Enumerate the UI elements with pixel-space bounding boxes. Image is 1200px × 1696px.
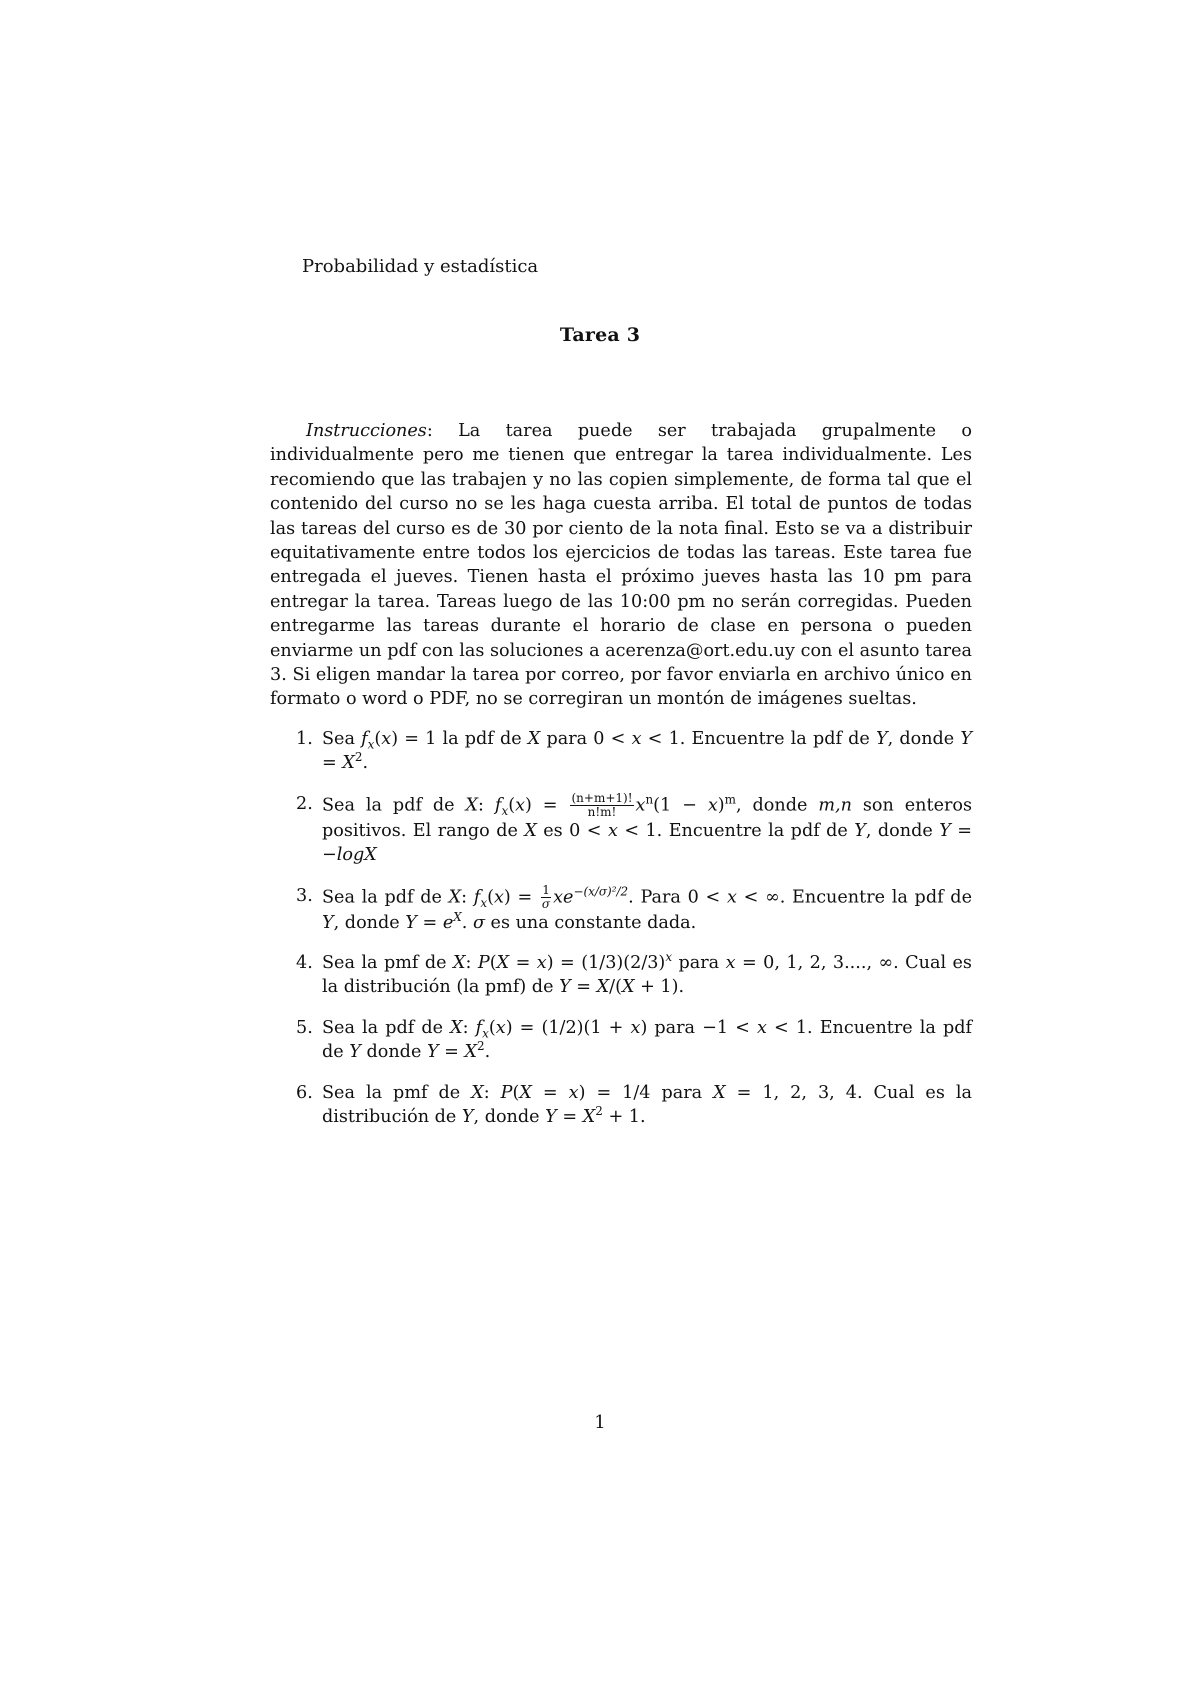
text: para 0 < bbox=[540, 729, 632, 749]
fraction bbox=[541, 884, 551, 911]
math: X bbox=[621, 977, 635, 998]
text: Sea la pmf de bbox=[322, 953, 453, 974]
math: Y bbox=[875, 729, 888, 749]
math: x bbox=[630, 1017, 641, 1038]
text: /( bbox=[609, 977, 622, 998]
text: = 0, 1, 2, 3...., ∞. Cual es la distribución (la pmf) de bbox=[322, 953, 972, 998]
math: X bbox=[519, 1082, 532, 1103]
fraction-denominator: n!m! bbox=[587, 804, 617, 819]
math: x bbox=[493, 887, 504, 908]
math-subscript: x bbox=[480, 895, 488, 910]
math: X bbox=[342, 753, 355, 774]
math: X bbox=[713, 1082, 726, 1103]
math-superscript: n bbox=[645, 792, 654, 807]
text: + 1). bbox=[634, 977, 685, 998]
math: x bbox=[568, 1082, 579, 1103]
math: x bbox=[756, 1017, 767, 1038]
instructions-label: Instrucciones bbox=[306, 421, 427, 441]
math: x bbox=[381, 729, 392, 749]
course-name: Probabilidad y estadística bbox=[302, 256, 539, 277]
math: Y bbox=[405, 912, 417, 933]
text: : bbox=[478, 795, 495, 816]
math: X bbox=[471, 1082, 484, 1103]
page-number: 1 bbox=[594, 1412, 606, 1433]
math-subscript: x bbox=[367, 737, 375, 752]
text: Sea bbox=[322, 729, 362, 749]
math: X bbox=[596, 977, 610, 998]
text: , donde bbox=[865, 820, 940, 841]
math: X bbox=[448, 887, 462, 908]
text: ) = (1/3)(2/3) bbox=[546, 953, 666, 974]
math: x bbox=[707, 795, 718, 816]
fraction-numerator: 1 bbox=[542, 882, 550, 897]
text: = bbox=[531, 1082, 569, 1103]
math: f bbox=[475, 1017, 483, 1038]
text: . bbox=[362, 753, 369, 774]
text: < ∞. Encuentre la pdf de bbox=[736, 887, 972, 908]
math: Y bbox=[461, 1107, 474, 1128]
text: : bbox=[462, 1017, 476, 1038]
math: x bbox=[515, 795, 525, 816]
math: X bbox=[464, 1042, 478, 1063]
math: Y bbox=[426, 1042, 439, 1063]
text: + 1. bbox=[602, 1107, 646, 1128]
text: , donde bbox=[887, 729, 961, 749]
math: x bbox=[631, 729, 642, 749]
text: = bbox=[322, 753, 343, 774]
text: = bbox=[416, 912, 443, 933]
text: = bbox=[556, 1107, 583, 1128]
text: donde bbox=[360, 1042, 427, 1063]
exercise-item bbox=[270, 1016, 972, 1065]
math: f bbox=[494, 795, 502, 816]
math: xe bbox=[553, 887, 574, 908]
math: Y bbox=[349, 1042, 361, 1063]
text: , donde bbox=[736, 795, 819, 816]
math-superscript: −(x/σ)²/2 bbox=[573, 884, 629, 899]
text: . bbox=[484, 1042, 491, 1063]
text: , donde bbox=[473, 1107, 546, 1128]
text: ( bbox=[374, 729, 382, 749]
exercise-number: 2. bbox=[296, 793, 313, 814]
exercise-number: 6. bbox=[296, 1082, 313, 1103]
exercise-number: 4. bbox=[296, 953, 313, 974]
text: = 1, 2, 3, 4. Cual es la distribución de bbox=[322, 1082, 972, 1128]
math: X bbox=[496, 953, 510, 974]
math-superscript: x bbox=[665, 950, 673, 965]
math: x bbox=[635, 795, 646, 816]
text: ( bbox=[487, 887, 494, 908]
math-superscript: 2 bbox=[595, 1104, 603, 1119]
text: para bbox=[672, 953, 726, 974]
text: = bbox=[438, 1042, 465, 1063]
text: es 0 < bbox=[536, 820, 608, 841]
math: Y bbox=[559, 977, 571, 998]
text: . bbox=[461, 912, 473, 933]
assignment-title: Tarea 3 bbox=[559, 324, 641, 346]
math: f bbox=[473, 887, 481, 908]
text: (1 − bbox=[653, 795, 708, 816]
text: ) para −1 < bbox=[640, 1017, 757, 1038]
math: X bbox=[450, 1017, 463, 1038]
text: ) = (1/2)(1 + bbox=[505, 1017, 631, 1038]
text: , donde bbox=[333, 912, 406, 933]
math: x bbox=[725, 953, 736, 974]
math: P bbox=[500, 1082, 513, 1103]
text: = bbox=[570, 977, 597, 998]
math: X bbox=[524, 820, 537, 841]
math: f bbox=[361, 729, 368, 749]
math-subscript: x bbox=[501, 803, 509, 818]
math: logX bbox=[336, 845, 377, 866]
exercise-item bbox=[270, 884, 972, 935]
exercise-number: 1. bbox=[296, 729, 313, 749]
math: m,n bbox=[818, 795, 852, 816]
text: son enteros positivos. El rango de bbox=[322, 795, 973, 841]
math: X bbox=[527, 729, 541, 749]
instructions-text: : La tarea puede ser trabajada grupalmente o individualmente pero me tienen que entregar la tarea individualmente. Les recomiendo que las trabajen y no las copien simplemente, de forma tal que el contenido del curso no se les haga cuesta arriba. El total de puntos de todas las tareas del curso es de 30 por ciento de la nota final. Esto se va a distribuir equitativamente entre todos los ejercicios de todas las tareas. Este tarea fue entregada el jueves. Tienen hasta el próximo jueves hasta las 10 pm para entregar la tarea. Tareas luego de las 10:00 pm no serán corregidas. Pueden entregarme las tareas durante el horario de clase en persona o pueden enviarme un pdf con las soluciones a acerenza@ort.edu.uy con el asunto tarea 3. Si eligen mandar la tarea por correo, por favor enviarla en archivo único en formato o word o PDF, no se corregiran un montón de imágenes sueltas. bbox=[270, 421, 972, 710]
math: Y bbox=[960, 729, 973, 749]
text: = bbox=[509, 953, 537, 974]
math: X bbox=[452, 953, 466, 974]
exercise-item bbox=[270, 792, 972, 868]
math: x bbox=[536, 953, 547, 974]
math: x bbox=[607, 820, 618, 841]
text: Sea la pmf de bbox=[322, 1082, 472, 1103]
text: Sea la pdf de bbox=[322, 1017, 451, 1038]
text: : bbox=[465, 953, 478, 974]
text: : bbox=[483, 1082, 501, 1103]
text: ) = 1 la pdf de bbox=[391, 729, 528, 749]
instructions-paragraph bbox=[270, 419, 972, 712]
text: . Para 0 < bbox=[628, 887, 727, 908]
text: es una constante dada. bbox=[484, 912, 697, 933]
math-superscript: 2 bbox=[477, 1039, 485, 1054]
text: ( bbox=[512, 1082, 520, 1103]
text: ) = 1/4 para bbox=[578, 1082, 714, 1103]
math-superscript: 2 bbox=[354, 750, 363, 765]
text: ) bbox=[717, 795, 725, 816]
fraction-numerator: (n+m+1)! bbox=[571, 790, 633, 805]
exercise-item bbox=[270, 727, 972, 776]
math: Y bbox=[322, 912, 334, 933]
math-subscript: x bbox=[482, 1026, 489, 1041]
text: ( bbox=[508, 795, 516, 816]
math: σ bbox=[472, 912, 485, 933]
text: ( bbox=[489, 953, 497, 974]
exercise-number: 5. bbox=[296, 1017, 313, 1038]
text: : bbox=[461, 887, 474, 908]
text: ) = bbox=[503, 887, 539, 908]
exercise-item bbox=[270, 951, 972, 1000]
text: Sea la pdf de bbox=[322, 795, 466, 816]
fraction-denominator: σ bbox=[541, 896, 551, 911]
math: X bbox=[465, 795, 479, 816]
text: < 1. Encuentre la pdf de bbox=[617, 820, 855, 841]
exercise-list bbox=[270, 727, 972, 1145]
text: ( bbox=[488, 1017, 496, 1038]
text: ) = bbox=[525, 795, 569, 816]
math: Y bbox=[854, 820, 866, 841]
exercise-item bbox=[270, 1081, 972, 1130]
math: x bbox=[495, 1017, 506, 1038]
math: P bbox=[477, 953, 490, 974]
fraction bbox=[570, 792, 633, 819]
text: < 1. Encuentre la pdf de bbox=[322, 1017, 973, 1063]
math: e bbox=[442, 912, 454, 933]
math: x bbox=[726, 887, 737, 908]
text: < 1. Encuentre la pdf de bbox=[641, 729, 876, 749]
math: Y bbox=[545, 1107, 557, 1128]
math: X bbox=[582, 1107, 596, 1128]
math-superscript: X bbox=[453, 909, 462, 924]
math: Y bbox=[939, 820, 951, 841]
exercise-number: 3. bbox=[296, 885, 313, 906]
math-superscript: m bbox=[724, 792, 736, 807]
text: = − bbox=[322, 820, 973, 866]
text: Sea la pdf de bbox=[322, 887, 449, 908]
